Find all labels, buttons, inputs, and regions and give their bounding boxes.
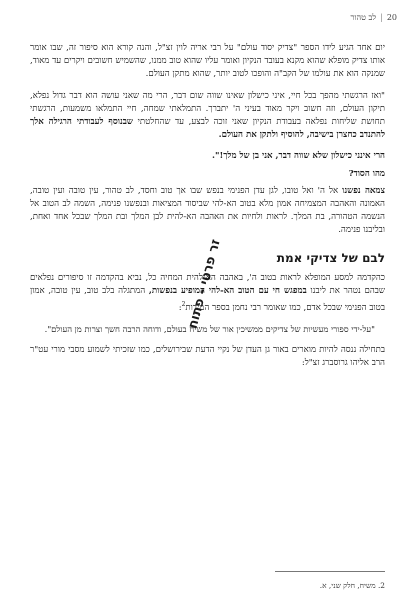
paragraph-4: כהקדמה למסע המופלא לראות בטוב ה', באהבה הא-להית המחיה כל, נביא בהקדמה זו סיפורים נפלאים שבהם נטהר את ליבנו במפגש חי עם הטוב הא-להי המופיע בנפשות, המתגלה בלב טוב, עין טובה, אמון בטוב הפנימי שבכל אדם, כמו שאומר רבי נחמן בספר המידות$^2$:: [30, 272, 385, 313]
footnote: 2. משיח, חלק שני, א.: [319, 581, 385, 590]
running-head: [30, 10, 397, 24]
paragraph-4-tail: המתגלה בלב טוב, עין טובה, אמון בטוב הפנימי שבכל אדם, כמו שאומר רבי נחמן בספר המידות: [30, 285, 385, 313]
blockquote: "על-ידי ספורי מעשיות של צדיקים ממשיכין אור של משיח בעולם, ודוחה הרבה חשך וצרות מן העולם".: [44, 324, 375, 335]
body-text: [30, 42, 385, 371]
paragraph-4-text: כהקדמה למסע המופלא לראות בטוב ה', באהבה הא-להית המחיה כל, נביא בהקדמה זו סיפורים נפלאים שבהם נטהר את ליבנו: [30, 272, 385, 296]
running-head-separator: |: [380, 12, 383, 22]
section-heading: לבם של צדיקי אמת: [276, 250, 385, 265]
paragraph-3-lead: צמאה נפשנו: [342, 185, 385, 196]
paragraph-2-bold: שבנוסף לעבודתי הרגילה אלך להתנדב כחצרן בישיבה, להוסיף ולתקן את העולם.: [30, 117, 385, 141]
book-title: לב טהור: [350, 12, 377, 22]
footnote-rule: [275, 571, 385, 572]
paragraph-4-bold: במפגש חי עם הטוב הא-להי המופיע בנפשות,: [148, 285, 307, 296]
stamp-text: זר פרטי - פתוח: [185, 237, 224, 331]
paragraph-2: [30, 90, 385, 143]
page-number: 20: [386, 12, 397, 22]
footnote-ref: 2: [181, 301, 186, 309]
quote-line-2: מהו הסוד?: [348, 168, 385, 179]
paragraph-1: יום אחד הגיע לידו הספר "צדיק יסוד עולם" על רבי אריה לוין זצ"ל, והנה קורא הוא סיפור זה, שבו אומר אותו צדיק מופלא שהוא מקנא בעובד הנקיון ואומר עליו שהוא טוב ממנו, שהשמיש חשובים ויקרים עד מאוד, שמנקה הוא את עולמו של הקב"ה והופכו לטוב יותר, שהוא מתקן העולם.: [30, 43, 385, 80]
paragraph-3: [30, 185, 385, 238]
paragraph-5: בתחילה ננסה להיות מוארים באור גן העדן של נקיי הדעת שבירושלים, כמו שזכיתי לשמוע מסבי מורי עט"ר הרב אליהו גרוסברג זצ"ל:: [30, 345, 385, 369]
paragraph-3-text: אל ה' ואל טובו, לגן עדן הפנימי בנפש שבו אך טוב וחסד, לב טהור, עין טובה ועין טובה, האמונה והאהבה המצמיחה אמון מלא בטוב הא-להי שביסוד המציאות ובנפשנו פנימה, השמה לב הטוב אל הנשמה הטהורה, בת המלך. לראות ולחיות את האהבה הא-להית לבן המלך ובת המלך שבכל אחד ואחת, ובליבנו פנימה.: [30, 185, 385, 236]
paragraph-2-text: "ואז הרגשתי מהפך בכל חיי, איני כישלון שאינו שווה שום דבר, הרי מה שאני עושה הוא דבר גדול נפלא, תיקון העולם, וזה חשוב ויקר מאוד בעיני ה' יתברך. התמלאתי שמחה, חיי התמלאו משמעות, הרגשתי תחושת שליחות נפלאה בעבודת הנקיון שאני זוכה לבצע, עד שהחלטתי: [30, 90, 385, 128]
quote-line-1: הרי אינני כישלון שלא שווה דבר, אני בן של מלך!".: [211, 151, 385, 162]
